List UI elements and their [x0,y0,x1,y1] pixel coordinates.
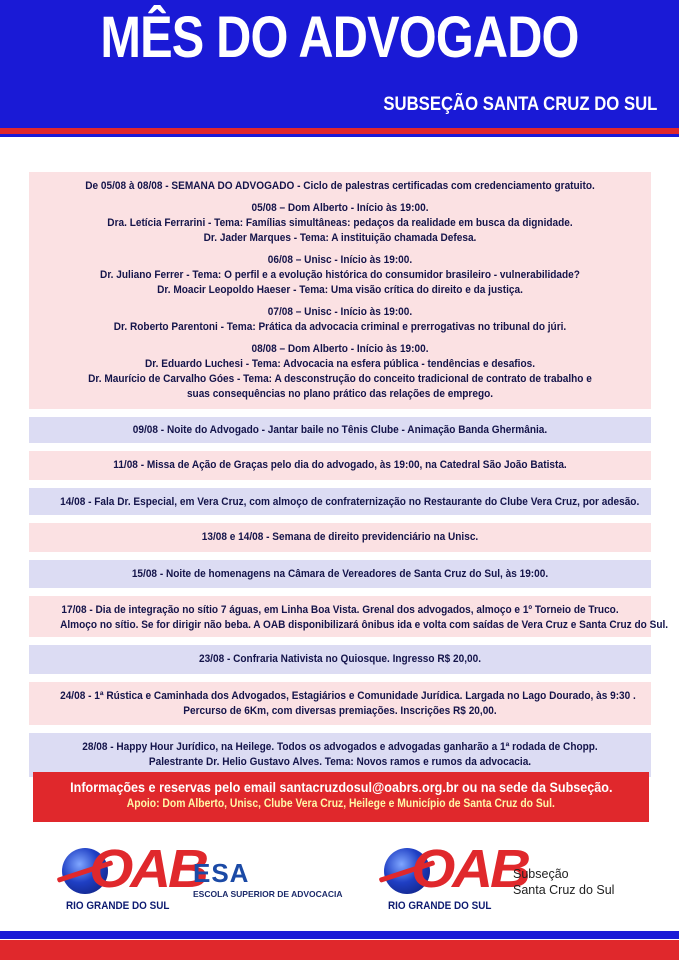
schedule-line: Dr. Eduardo Luchesi - Tema: Advocacia na esfera pública - tendências e desafios. [144,358,536,370]
schedule-line: Dr. Moacir Leopoldo Haeser - Tema: Uma visão crítica do direito e da justiça. [157,284,523,296]
schedule-spacer [60,335,620,342]
schedule-line: 24/08 - 1ª Rústica e Caminhada dos Advogados, Estagiários e Comunidade Jurídica. Largada no Lago Dourado, às 9:30 . [60,690,636,702]
schedule-line: Palestrante Dr. Helio Gustavo Alves. Tema: Novos ramos e rumos da advocacia. [148,756,532,768]
schedule-row [29,488,651,515]
row-gap [29,409,651,417]
schedule-line: Dr. Juliano Ferrer - Tema: O perfil e a evolução histórica do consumidor brasileiro - vulnerabilidade? [100,269,580,281]
schedule-spacer [60,298,620,305]
schedule-line: De 05/08 à 08/08 - SEMANA DO ADVOGADO - Ciclo de palestras certificadas com credenciamento gratuito. [85,180,595,192]
schedule-line: Almoço no sítio. Se for dirigir não beba. A OAB disponibilizará ônibus ida e volta com saídas de Vera Cruz e Santa Cruz do Sul. [60,619,669,631]
schedule-line: Dr. Roberto Parentoni - Tema: Prática da advocacia criminal e prerrogativas no tribunal do júri. [113,321,567,333]
schedule-spacer [60,194,620,201]
schedule-row [29,417,651,443]
schedule-line: Dra. Letícia Ferrarini - Tema: Famílias simultâneas: pedaços da realidade em busca da dignidade. [107,217,573,229]
schedule-line: 17/08 - Dia de integração no sítio 7 águas, em Linha Boa Vista. Grenal dos advogados, almoço e 1º Torneio de Truco. [61,604,619,616]
info-support: Apoio: Dom Alberto, Unisc, Clube Vera Cruz, Heilege e Município de Santa Cruz do Sul. [126,798,556,810]
schedule-line: 07/08 – Unisc - Início às 19:00. [267,306,413,318]
schedule-row [29,523,651,552]
esa-subtitle: ESCOLA SUPERIOR DE ADVOCACIA [193,889,343,899]
bottom-blue-stripe [0,931,679,939]
oab-logo-right [384,839,528,918]
schedule-line: suas consequências no plano prático das relações de emprego. [186,388,494,400]
schedule-line: Dr. Maurício de Carvalho Góes - Tema: A desconstrução do conceito tradicional de contrato de trabalho e [88,373,592,385]
oab-logo-left [62,839,206,918]
schedule-row [29,451,651,480]
oab-logo-subtitle: RIO GRANDE DO SUL [388,900,492,912]
page-title: MÊS DO ADVOGADO [100,5,579,70]
header-banner [0,0,679,128]
oab-logo-text: OAB [411,839,528,899]
oab-logo-text: OAB [89,839,206,899]
schedule-line: 23/08 - Confraria Nativista no Quiosque. Ingresso R$ 20,00. [198,653,482,665]
schedule-line: 13/08 e 14/08 - Semana de direito previdenciário na Unisc. [201,531,479,543]
schedule-line: 14/08 - Fala Dr. Especial, em Vera Cruz, com almoço de confraternização no Restaurante do Clube Vera Cruz, por adesão. [60,496,640,508]
page-subtitle: SUBSEÇÃO SANTA CRUZ DO SUL [382,94,657,115]
row-gap [29,552,651,560]
schedule-line: 15/08 - Noite de homenagens na Câmara de Vereadores de Santa Cruz do Sul, às 19:00. [131,568,549,580]
row-gap [29,637,651,645]
row-gap [29,480,651,488]
bottom-red-stripe [0,940,679,960]
row-gap [29,588,651,596]
row-gap [29,443,651,451]
schedule-line: Dr. Jader Marques - Tema: A instituição chamada Defesa. [203,232,477,244]
row-gap [29,674,651,682]
schedule-line: 09/08 - Noite do Advogado - Jantar baile no Tênis Clube - Animação Banda Ghermânia. [132,424,548,436]
schedule-line: 08/08 – Dom Alberto - Início às 19:00. [251,343,429,355]
schedule-row [29,560,651,588]
schedule-spacer [60,246,620,253]
schedule-line: 06/08 – Unisc - Início às 19:00. [267,254,413,266]
schedule-line: 11/08 - Missa de Ação de Graças pelo dia do advogado, às 19:00, na Catedral São João Batista. [113,459,567,471]
subsecao-label [513,866,614,898]
schedule-line: 05/08 – Dom Alberto - Início às 19:00. [251,202,429,214]
schedule-row [29,733,651,777]
schedule-row [29,596,669,637]
esa-title: ESA [193,858,250,888]
schedule-row [29,172,651,409]
row-gap [29,515,651,523]
schedule-line: 28/08 - Happy Hour Jurídico, na Heilege. Todos os advogados e advogadas ganharão a 1ª rodada de Chopp. [82,741,598,753]
schedule-table [29,172,669,777]
info-contact: Informações e reservas pelo email santacruzdosul@oabrs.org.br ou na sede da Subseção. [69,779,613,795]
schedule-line: Percurso de 6Km, com diversas premiações. Inscrições R$ 20,00. [183,705,497,717]
subsecao-line1: Subseção [513,867,569,881]
oab-logo-subtitle: RIO GRANDE DO SUL [66,900,170,912]
info-box [33,772,649,822]
schedule-row [29,682,651,725]
subsecao-line2: Santa Cruz do Sul [513,883,615,897]
blue-stripe [0,134,679,137]
esa-logo [193,858,343,899]
schedule-row [29,645,651,674]
row-gap [29,725,651,733]
